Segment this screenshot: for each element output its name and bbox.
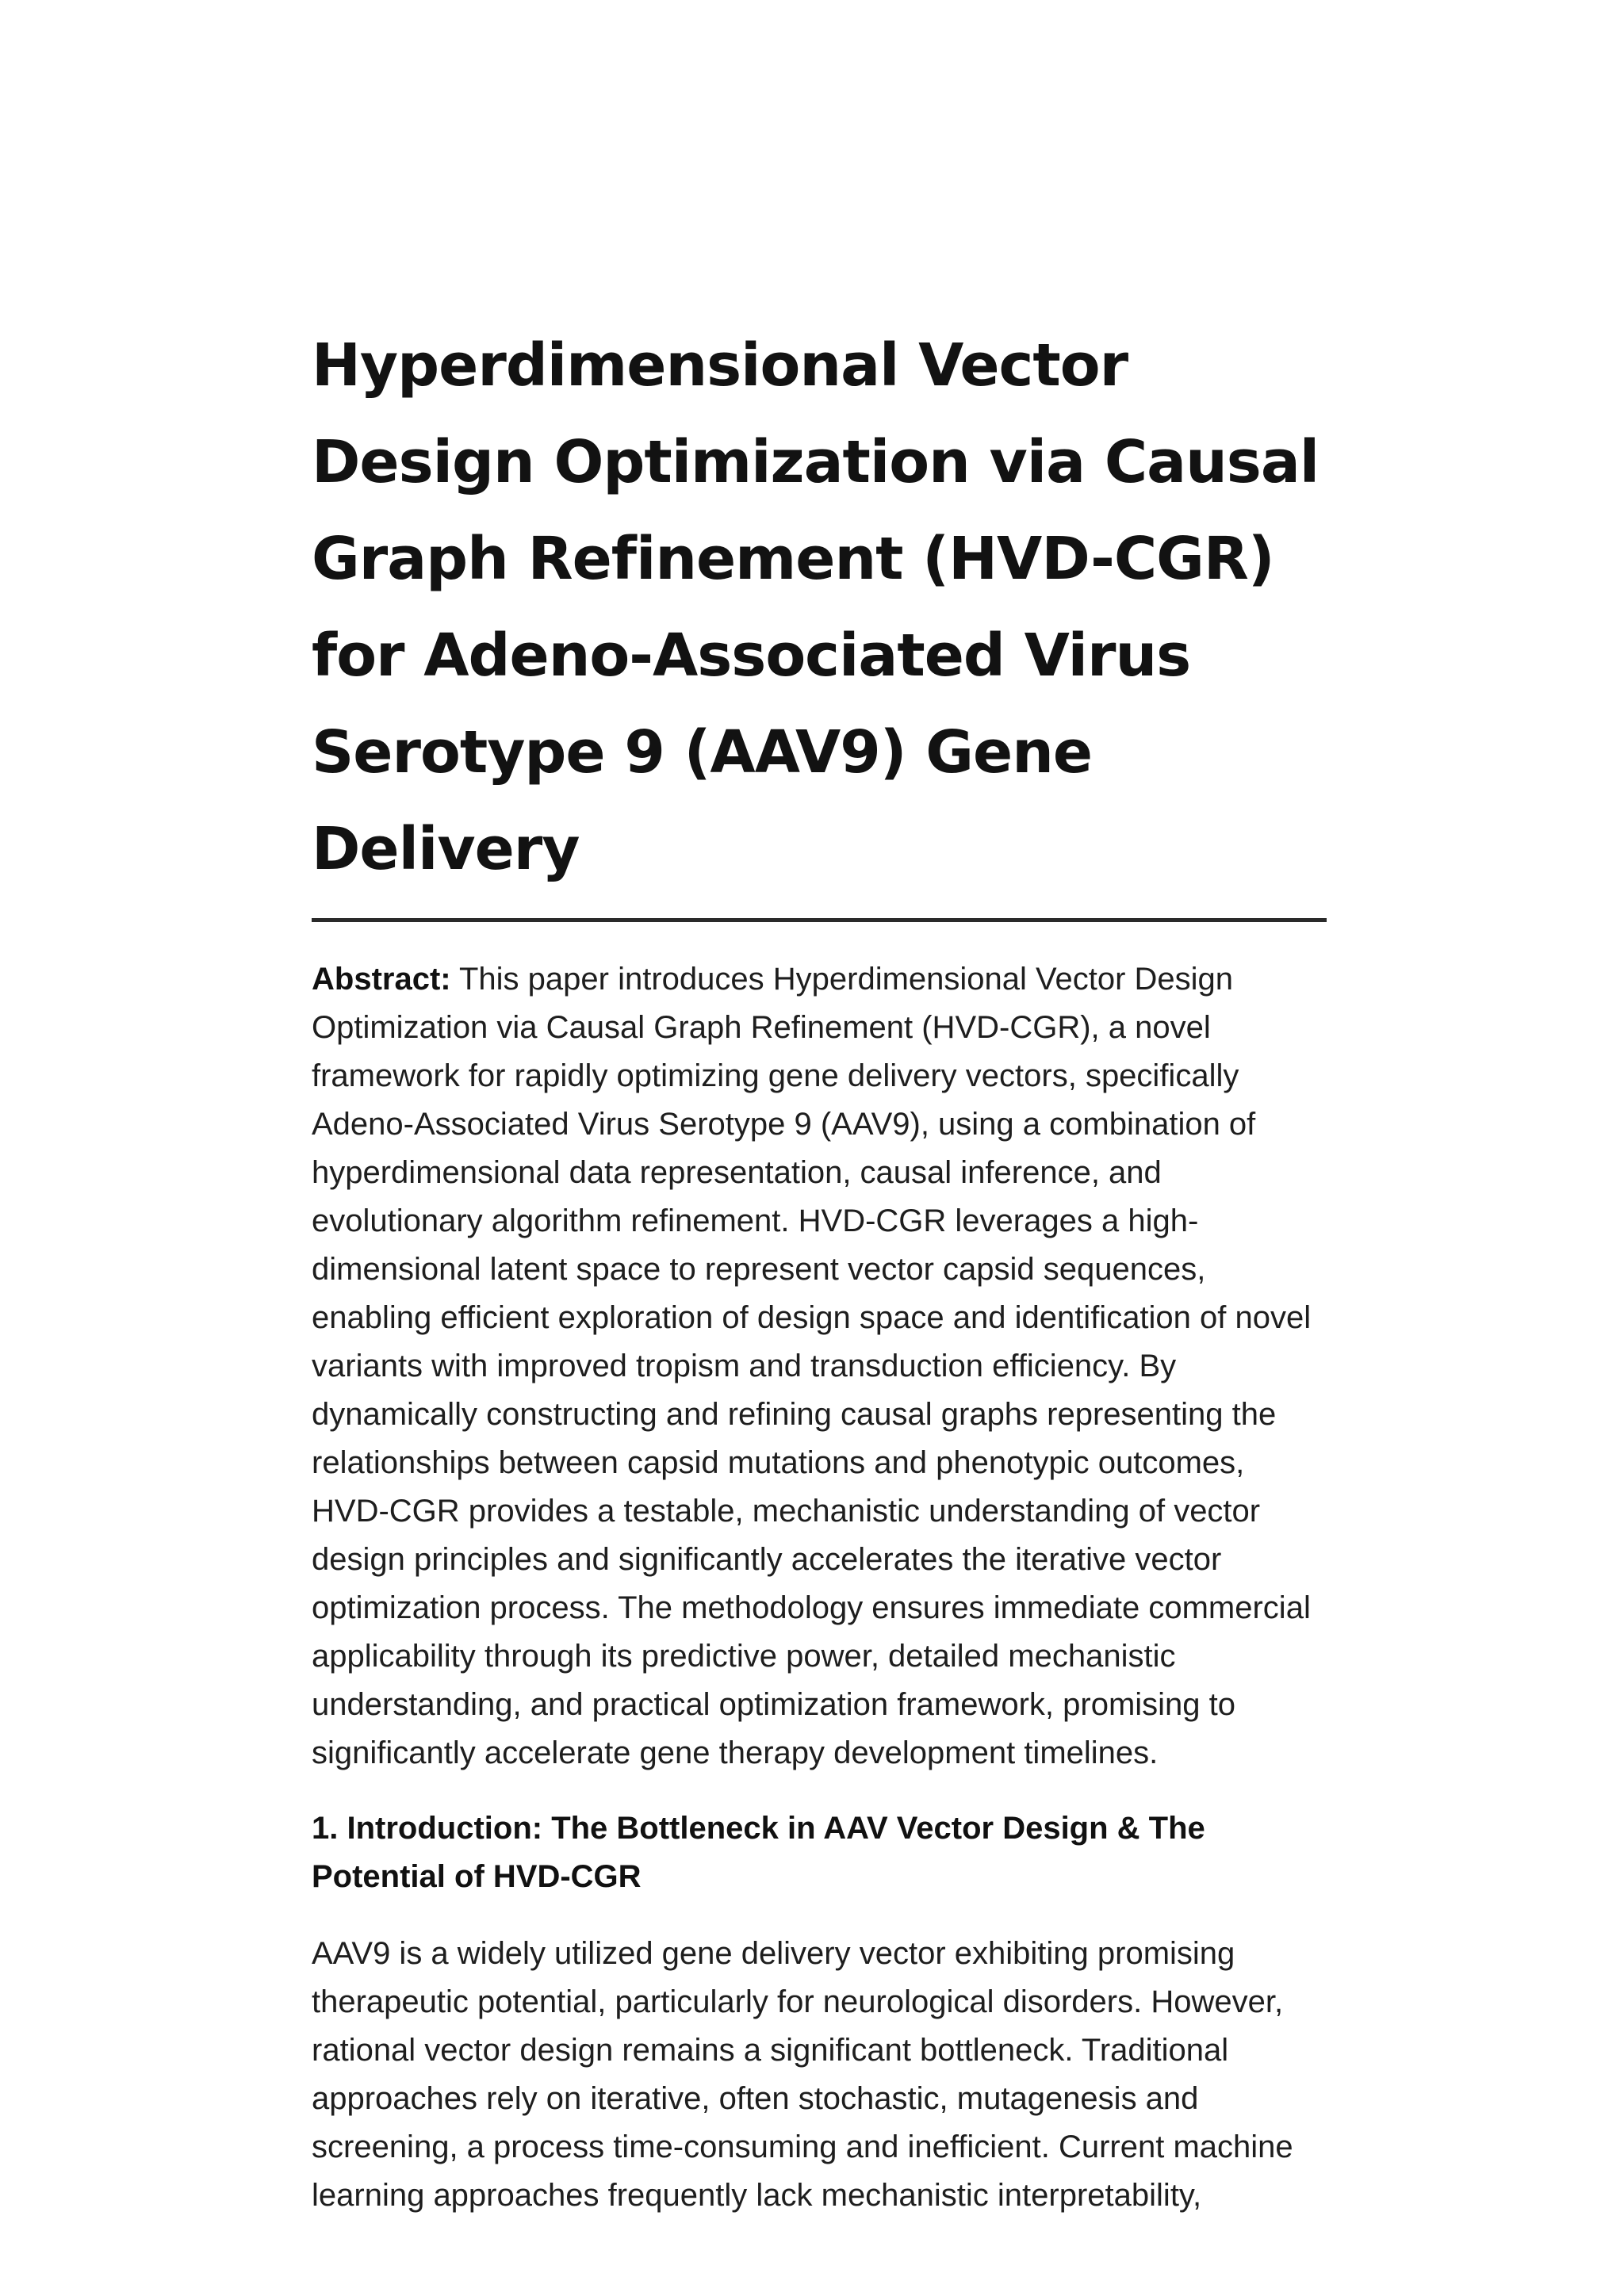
title-divider <box>312 918 1327 922</box>
paper-page <box>312 317 1327 2220</box>
section-heading-introduction: 1. Introduction: The Bottleneck in AAV Vector Design & The Potential of HVD-CGR <box>312 1811 1205 1894</box>
abstract-label: Abstract: <box>312 962 451 997</box>
abstract-text: This paper introduces Hyperdimensional Vector Design Optimization via Causal Graph Refinement (HVD-CGR), a novel framework for rapidly optimizing gene delivery vectors, specifically Adeno-Associated Virus Serotype 9 (AAV9), using a combination of hyperdimensional data representation, causal inference, and evolutionary algorithm refinement. HVD-CGR leverages a high-dimensional latent space to represent vector capsid sequences, enabling efficient exploration of design space and identification of novel variants with improved tropism and transduction efficiency. By dynamically constructing and refining causal graphs representing the relationships between capsid mutations and phenotypic outcomes, HVD-CGR provides a testable, mechanistic understanding of vector design principles and significantly accelerates the iterative vector optimization process. The methodology ensures immediate commercial applicability through its predictive power, detailed mechanistic understanding, and practical optimization framework, promising to significantly accelerate gene therapy development timelines. <box>312 962 1312 1770</box>
abstract-paragraph <box>312 955 1327 1777</box>
introduction-paragraph: AAV9 is a widely utilized gene delivery vector exhibiting promising therapeutic potential, particularly for neurological disorders. However, rational vector design remains a significant bottleneck. Traditional approaches rely on iterative, often stochastic, mutagenesis and screening, a process time-consuming and inefficient. Current machine learning approaches frequently lack mechanistic interpretability, <box>312 1936 1293 2213</box>
paper-title: Hyperdimensional Vector Design Optimization via Causal Graph Refinement (HVD-CGR) for Adeno-Associated Virus Serotype 9 (AAV9) Gene Delivery <box>312 331 1320 883</box>
